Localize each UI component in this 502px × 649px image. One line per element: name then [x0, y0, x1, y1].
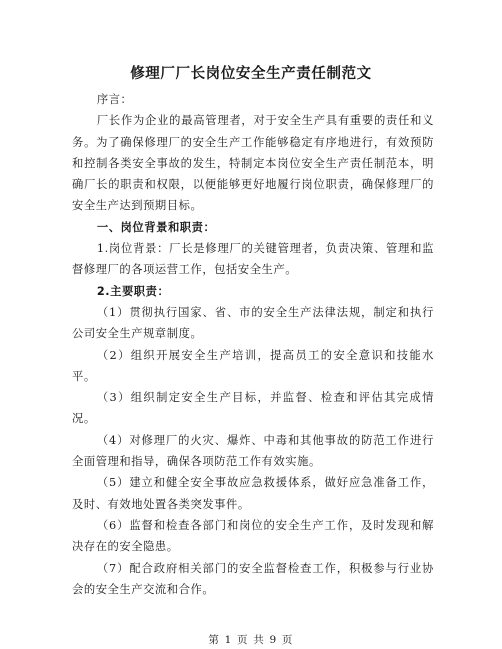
background-paragraph: 1.岗位背景：厂长是修理厂的关键管理者，负责决策、管理和监督修理厂的各项运营工作，包括安全生产。: [72, 242, 434, 277]
document-body: [72, 89, 434, 600]
section-heading-duties: 2.主要职责：: [96, 284, 170, 298]
page-number-footer: 第 1 页 共 9 页: [208, 634, 294, 646]
duty-item-3: （3）组织制定安全生产目标，并监督、检查和评估其完成情况。: [72, 391, 434, 426]
duty-item-5: （5）建立和健全安全事故应急救援体系，做好应急准备工作，及时、有效地处置各类突发事件。: [72, 476, 434, 511]
preface-paragraph: 厂长作为企业的最高管理者，对于安全生产具有重要的责任和义务。为了确保修理厂的安全生产工作能够稳定有序地进行，有效预防和控制各类安全事故的发生，特制定本岗位安全生产责任制范本，明确厂长的职责和权限，以便能够更好地履行岗位职责，确保修理厂的安全生产达到预期目标。: [72, 114, 434, 213]
document-title: 修理厂厂长岗位安全生产责任制范文: [130, 66, 372, 82]
duty-item-2: （2）组织开展安全生产培训，提高员工的安全意识和技能水平。: [72, 348, 434, 383]
duty-item-7: （7）配合政府相关部门的安全监督检查工作，积极参与行业协会的安全生产交流和合作。: [72, 561, 434, 596]
preface-label: 序言：: [96, 93, 133, 106]
duty-item-4: （4）对修理厂的火灾、爆炸、中毒和其他事故的防范工作进行全面管理和指导，确保各项防范工作有效实施。: [72, 433, 434, 469]
duty-item-6: （6）监督和检查各部门和岗位的安全生产工作，及时发现和解决存在的安全隐患。: [72, 518, 434, 554]
duty-item-1: （1）贯彻执行国家、省、市的安全生产法律法规，制定和执行公司安全生产规章制度。: [72, 305, 434, 341]
section-heading-background: 一、岗位背景和职责：: [96, 220, 216, 234]
